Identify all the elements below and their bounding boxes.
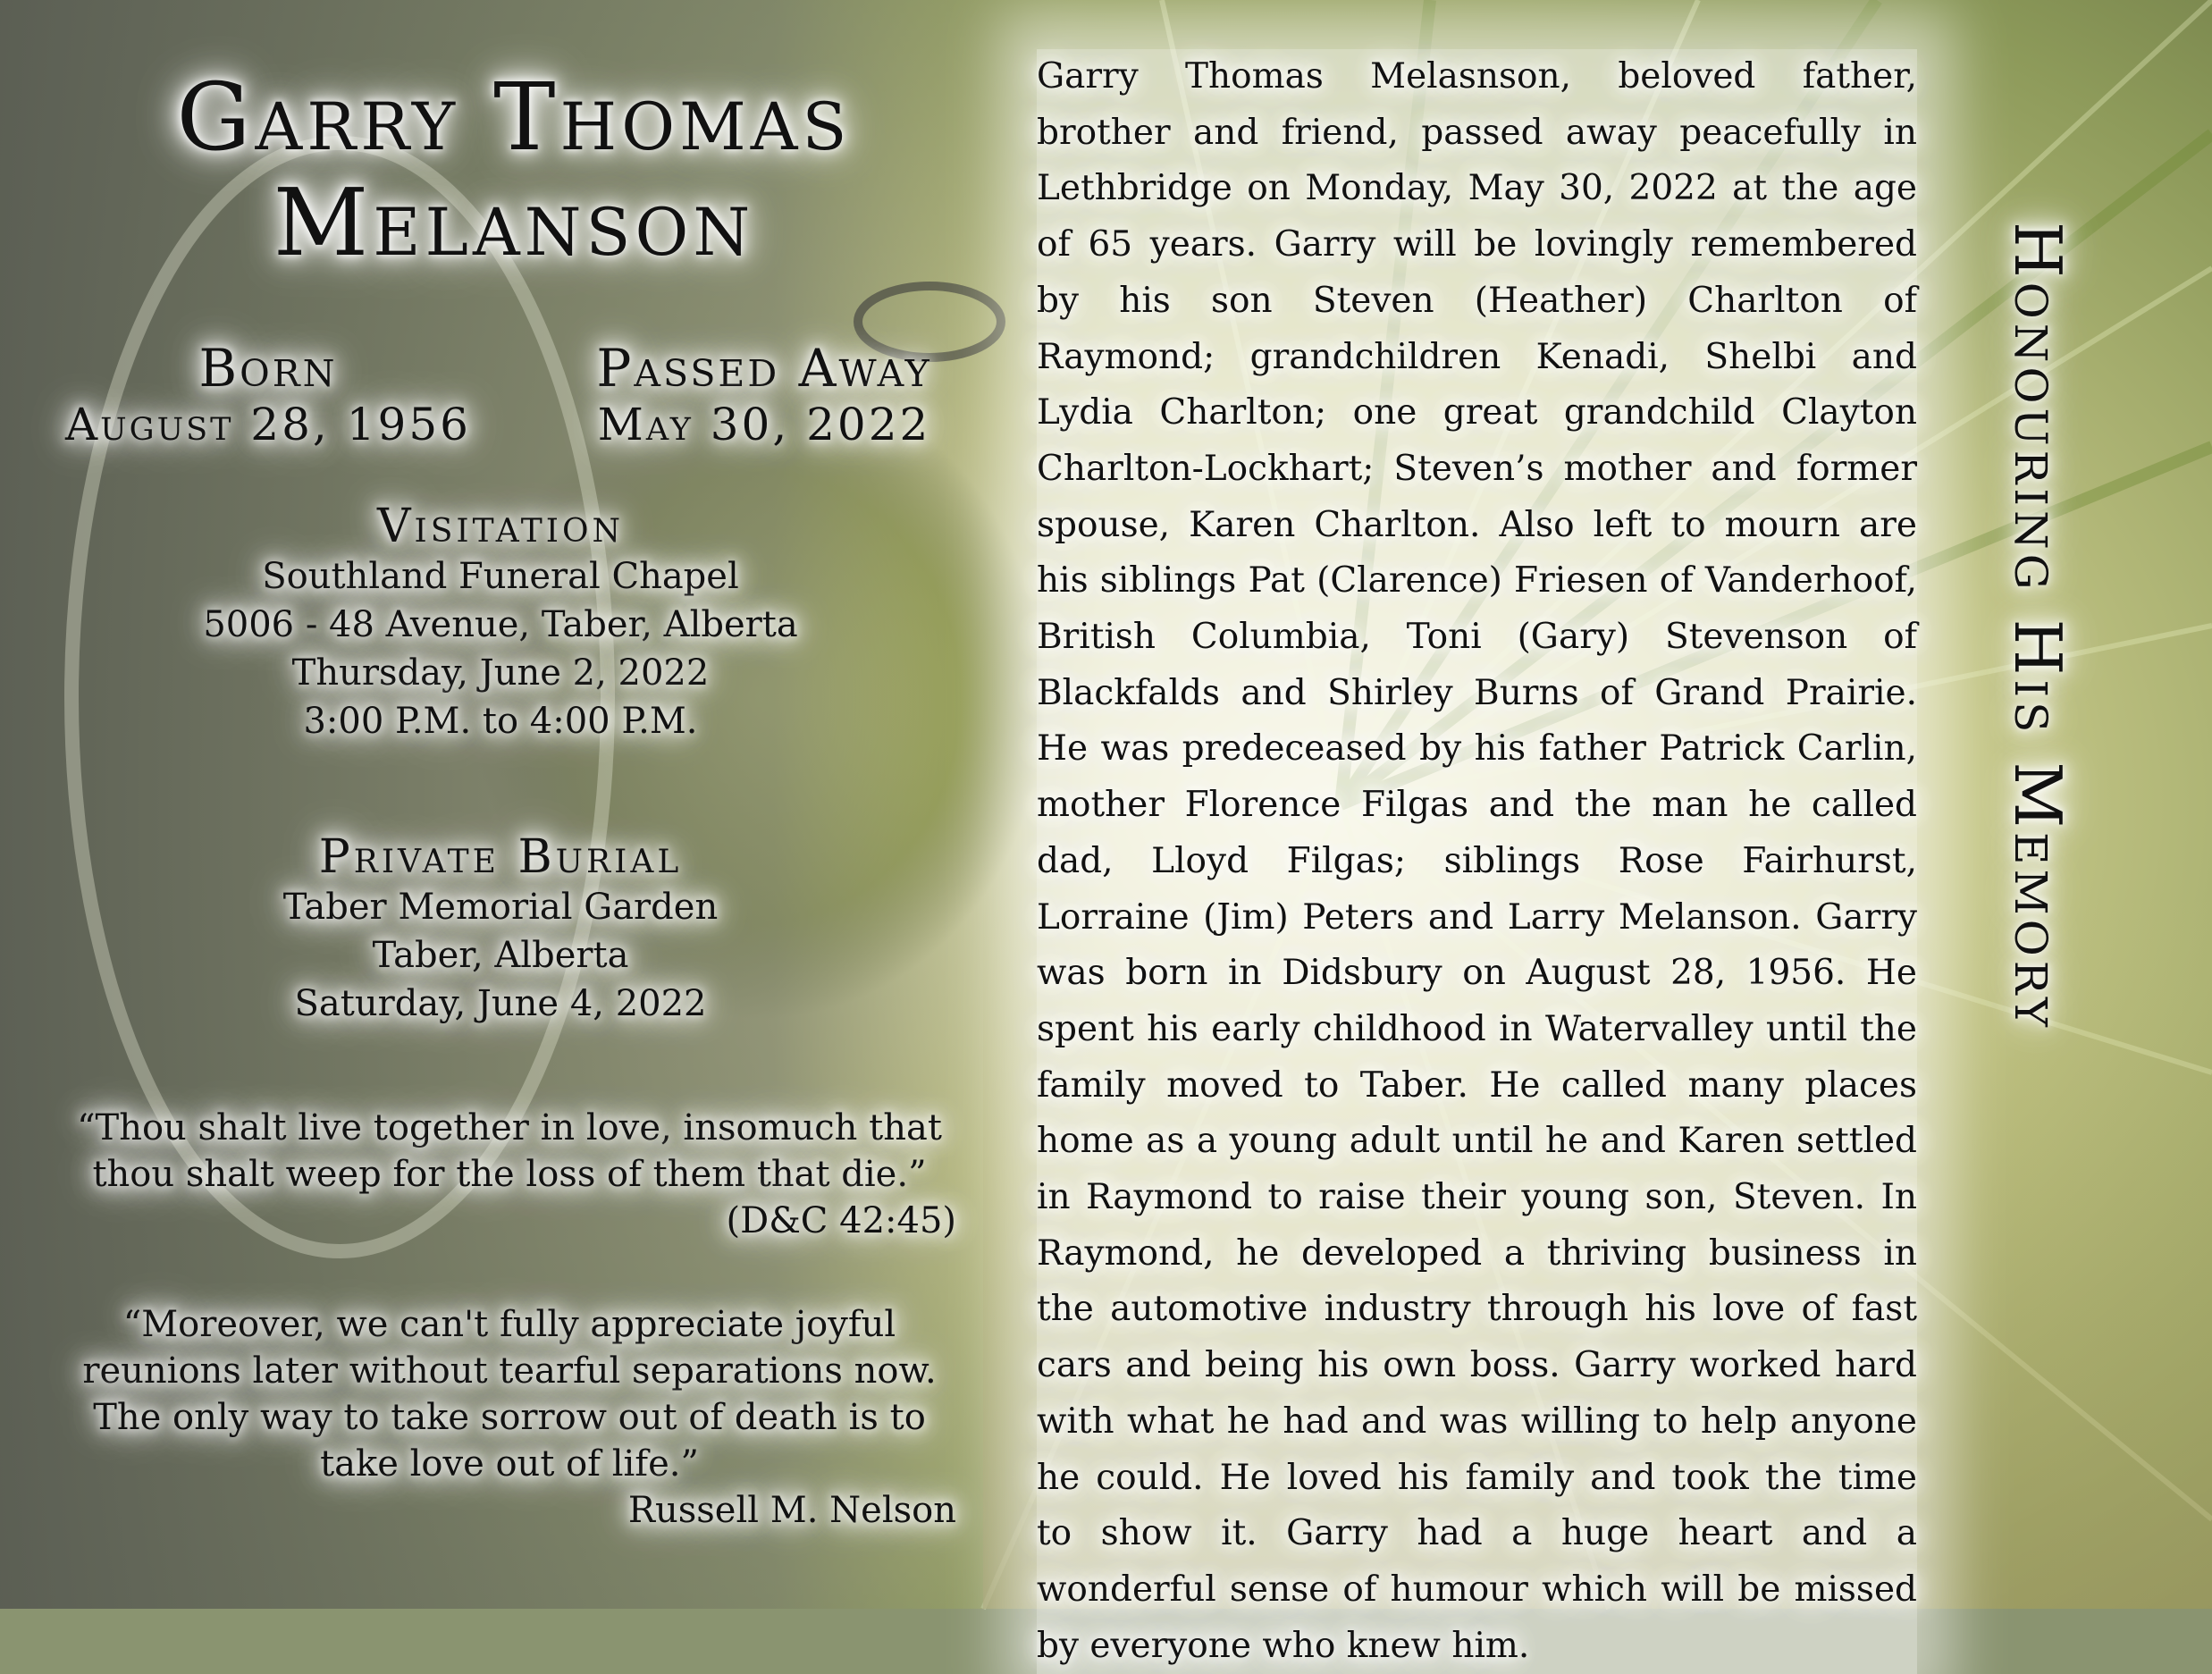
passed-away-label: Passed Away <box>563 340 965 397</box>
obituary-text: Garry Thomas Melasnson, beloved father, brother and friend, passed away peacefully in Lethbridge on Monday, May 30, 2022 at the age of 65 years. Garry will be lovingly remembered by his son Steven (Heather) Charlton of Raymond; grandchildren Kenadi, Shelbi and Lydia Charlton; one great grandchild Clayton Charlton-Lockhart; Steven’s mother and former spouse, Karen Charlton. Also left to mourn are his siblings Pat (Clarence) Friesen of Vanderhoof, British Columbia, Toni (Gary) Stevenson of Blackfalds and Shirley Burns of Grand Prairie. He was predeceased by his father Patrick Carlin, mother Florence Filgas and the man he called dad, Lloyd Filgas; siblings Rose Fairhurst, Lorraine (Jim) Peters and Larry Melanson. Garry was born in Didsbury on August 28, 1956. He spent his early childhood in Watervalley until the family moved to Taber. He called many places home as a young adult until he and Karen settled in Raymond to raise their young son, Steven. In Raymond, he developed a thriving business in the automotive industry through his love of fast cars and being his own boss. Garry worked hard with what he had and was willing to help anyone he could. He loved his family and took the time to show it. Garry had a huge heart and a wonderful sense of humour which will be missed by everyone who knew him. <box>1037 49 1917 1674</box>
visitation-time: 3:00 P.M. to 4:00 P.M. <box>143 697 858 745</box>
visitation-label: Visitation <box>143 501 858 552</box>
born-date: August 28, 1956 <box>54 397 483 452</box>
burial-date: Saturday, June 4, 2022 <box>143 980 858 1028</box>
born-label: Born <box>54 340 483 397</box>
burial-place: Taber Memorial Garden <box>143 883 858 931</box>
visitation-place: Southland Funeral Chapel <box>143 552 858 601</box>
quote-citation: (D&C 42:45) <box>63 1198 956 1244</box>
visitation-date: Thursday, June 2, 2022 <box>143 649 858 697</box>
name-line-2: Melanson <box>36 170 992 275</box>
quote-text: “Thou shalt live together in love, insomuch that thou shalt weep for the loss of them that die.” <box>63 1105 956 1198</box>
burial-location: Taber, Alberta <box>143 931 858 980</box>
burial-label: Private Burial <box>143 831 858 883</box>
visitation-address: 5006 - 48 Avenue, Taber, Alberta <box>143 601 858 649</box>
name-line-1: Garry Thomas <box>36 64 992 170</box>
quote-citation: Russell M. Nelson <box>63 1487 956 1534</box>
passed-away-date: May 30, 2022 <box>563 397 965 452</box>
quote-text: “Moreover, we can't fully appreciate joyful reunions later without tearful separations now. The only way to take sorrow out of death is to take love out of life.” <box>63 1301 956 1487</box>
side-title: Honouring His Memory <box>1993 222 2082 1384</box>
